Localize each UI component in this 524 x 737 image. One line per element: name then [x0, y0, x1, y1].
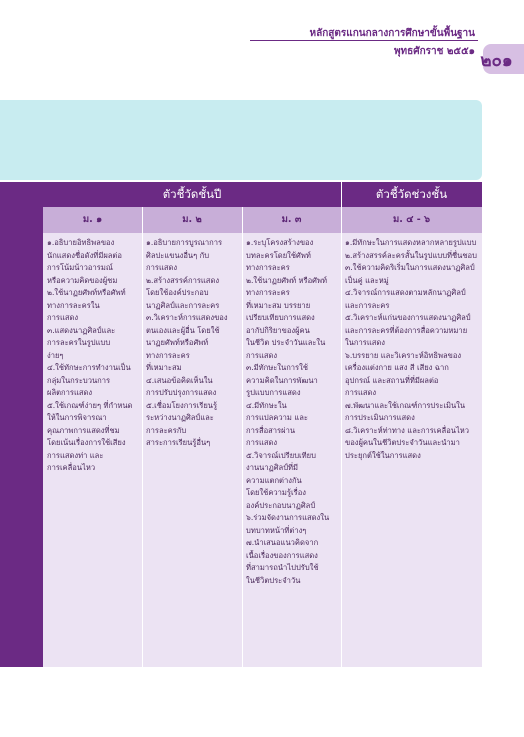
indicator-line: คุณภาพการแสดงที่ชม: [47, 425, 120, 435]
page-number: ๒๐๑: [480, 51, 513, 71]
indicator-line: เครื่องแต่งกาย แสง สี เสียง ฉาก: [345, 363, 449, 372]
indicator-line: สาระการเรียนรู้อื่นๆ: [146, 438, 211, 447]
grade-divider-line: [142, 207, 143, 233]
indicator-line: การแสดง: [246, 350, 278, 360]
indicator-line: การละครกับ: [146, 425, 187, 435]
indicator-column-m1: [47, 237, 132, 475]
indicator-line: ในชีวิตประจำวัน: [246, 575, 301, 585]
table-grade-header-row: [43, 207, 482, 233]
indicator-line: ๔.วิจารณ์การแสดงตามหลักนาฏศิลป์: [345, 288, 466, 297]
indicator-line: ง่ายๆ: [47, 350, 64, 360]
indicator-line: ๘.วิเคราะห์ท่าทาง และการเคลื่อนไหว: [345, 425, 470, 435]
indicator-line: การประเมินการแสดง: [345, 413, 415, 422]
indicator-line: การแสดง: [345, 388, 377, 397]
indicator-line: ๔.ใช้ทักษะการทำงานเป็น: [47, 363, 131, 372]
indicator-line: ๓.วิเคราะห์การแสดงของ: [146, 313, 228, 322]
header-divider: [250, 40, 478, 41]
indicator-line: การแปลความ และ: [246, 413, 308, 422]
indicator-line: ๕.วิเคราะห์แก่นของการแสดงนาฏศิลป์: [345, 313, 471, 322]
indicator-line: ในชีวิต ประจำวันและใน: [246, 338, 326, 347]
indicator-line: ระหว่างนาฏศิลป์และ: [146, 413, 214, 422]
indicator-line: การเคลื่อนไหว: [47, 463, 96, 472]
indicator-line: การแสดง: [246, 438, 278, 447]
document-subtitle: พุทธศักราช ๒๕๕๑: [393, 46, 475, 57]
indicator-line: การละครในรูปแบบ: [47, 338, 111, 347]
indicator-line: ๕.วิจารณ์เปรียบเทียบ: [246, 450, 316, 460]
indicator-line: หรือความคิดของผู้ชม: [47, 275, 118, 285]
grade-header-m4-6: ม. ๔ - ๖: [393, 214, 430, 225]
indicator-column-m4-6: [345, 237, 477, 462]
grade-header-m1: ม. ๑: [82, 214, 103, 225]
indicator-line: งานนาฏศิลป์ที่มี: [246, 463, 299, 472]
indicator-line: ๒.สร้างสรรค์การแสดง: [146, 275, 220, 285]
indicator-line: ๑.อธิบายการบูรณาการ: [146, 238, 223, 247]
indicator-line: ทางการละคร: [246, 288, 290, 297]
indicator-line: ทางการละคร: [246, 263, 290, 272]
indicator-line: ๖.บรรยาย และวิเคราะห์อิทธิพลของ: [345, 350, 462, 360]
grade-header-m3: ม. ๓: [281, 214, 302, 225]
indicator-line: ผลิตการแสดง: [47, 388, 93, 397]
indicator-line: บทบาทหน้าที่ต่างๆ: [246, 525, 307, 535]
indicator-line: การแสดงท่า และ: [47, 450, 104, 460]
indicator-line: ๗.นำเสนอแนวคิดจาก: [246, 538, 319, 547]
indicator-column-m3: [246, 237, 329, 587]
column-divider-line: [242, 233, 243, 667]
indicator-line: ๑.อธิบายอิทธิพลของ: [47, 238, 115, 247]
indicator-line: การปรับปรุงการแสดง: [146, 388, 217, 397]
indicator-line: โดยใช้องค์ประกอบ: [146, 288, 209, 297]
group-header-level-indicators: ตัวชี้วัดช่วงชั้น: [375, 187, 448, 201]
indicator-line: อุปกรณ์ และสถานที่ที่มีผลต่อ: [345, 375, 439, 385]
indicator-line: นาฏยศัพท์หรือศัพท์: [146, 338, 209, 347]
grade-divider-line: [242, 207, 243, 233]
indicator-line: ที่สามารถนำไปปรับใช้: [246, 563, 319, 572]
indicator-line: ๓.แสดงนาฏศิลป์และ: [47, 325, 116, 335]
indicator-line: ๒.ใช้นาฏยศัพท์หรือศัพท์: [47, 288, 126, 297]
indicator-line: ๓.มีทักษะในการใช้: [246, 363, 308, 372]
document-title: หลักสูตรแกนกลางการศึกษาขั้นพื้นฐาน: [309, 28, 475, 39]
indicator-line: นาฏศิลป์และการละคร: [146, 300, 220, 310]
indicator-line: และการละคร: [345, 300, 390, 310]
indicator-line: และการละครที่ต้องการสื่อความหมาย: [345, 325, 468, 335]
indicator-line: ให้ในการพิจารณา: [47, 413, 107, 422]
indicator-line: ประยุกต์ใช้ในการแสดง: [345, 450, 421, 460]
indicator-line: ๑.ระบุโครงสร้างของ: [246, 238, 314, 247]
indicator-line: ๒.สร้างสรรค์ละครสั้นในรูปแบบที่ชื่นชอบ: [345, 250, 477, 260]
indicator-line: โดยเน้นเรื่องการใช้เสียง: [47, 438, 126, 447]
indicator-line: กลุ่มในกระบวนการ: [47, 375, 111, 385]
indicator-line: ๕.ใช้เกณฑ์ง่ายๆ ที่กำหนด: [47, 400, 133, 410]
indicator-line: บทละครโดยใช้ศัพท์: [246, 250, 311, 260]
indicator-line: การแสดง: [146, 263, 178, 272]
indicator-line: ๔.เสนอข้อคิดเห็นใน: [146, 375, 213, 385]
indicator-line: ในการแสดง: [345, 338, 386, 347]
indicator-line: การแสดง: [47, 313, 79, 322]
indicator-line: ทางการละคร: [146, 350, 190, 360]
column-divider-line: [142, 233, 143, 667]
indicator-line: เนื้อเรื่องของการแสดง: [246, 550, 318, 560]
indicator-line: ๔.มีทักษะใน: [246, 400, 287, 410]
indicator-column-m2: [146, 237, 228, 450]
indicator-line: รูปแบบการแสดง: [246, 388, 301, 397]
indicator-line: องค์ประกอบนาฏศิลป์: [246, 500, 316, 510]
indicator-line: ๖.ร่วมจัดงานการแสดงใน: [246, 513, 330, 522]
column-divider-line: [341, 233, 342, 667]
indicator-line: ๑.มีทักษะในการแสดงหลากหลายรูปแบบ: [345, 238, 477, 247]
left-sidebar-strip: [0, 182, 43, 667]
grade-divider-line: [341, 207, 342, 233]
grade-header-m2: ม. ๒: [182, 214, 202, 225]
indicator-line: ของผู้คนในชีวิตประจำวันและนำมา: [345, 438, 460, 447]
indicator-line: ความคิดในการพัฒนา: [246, 375, 318, 385]
indicator-line: การโน้มน้าวอารมณ์: [47, 263, 113, 272]
indicator-line: นักแสดงชื่อดังที่มีผลต่อ: [47, 250, 122, 260]
indicator-line: ตนเองและผู้อื่น โดยใช้: [146, 325, 220, 335]
indicator-line: ที่เหมาะสม: [146, 363, 182, 372]
group-header-grade-indicators: ตัวชี้วัดชั้นปี: [162, 187, 222, 201]
indicator-line: เปรียบเทียบการแสดง: [246, 313, 315, 322]
indicator-line: ๒.ใช้นาฏยศัพท์ หรือศัพท์: [246, 275, 328, 285]
indicator-line: ที่เหมาะสม บรรยาย: [246, 300, 311, 310]
indicator-line: ทางการละครใน: [47, 300, 100, 310]
indicator-line: โดยใช้ความรู้เรื่อง: [246, 488, 306, 497]
table-group-header-row: [43, 182, 482, 207]
indicator-line: ความแตกต่างกัน: [246, 475, 302, 485]
top-banner: [0, 100, 482, 180]
indicator-line: ๕.เชื่อมโยงการเรียนรู้: [146, 400, 218, 410]
indicator-line: ๗.พัฒนาและใช้เกณฑ์การประเมินใน: [345, 400, 466, 410]
indicator-line: อากัปกิริยาของผู้คน: [246, 325, 310, 335]
indicator-line: ศิลปะแขนงอื่นๆ กับ: [146, 250, 210, 260]
indicator-line: เป็นคู่ และหมู่: [345, 275, 389, 285]
indicator-line: การสื่อสารผ่าน: [246, 425, 296, 435]
header-divider-line: [341, 182, 342, 207]
indicator-line: ๓.ใช้ความคิดริเริ่มในการแสดงนาฏศิลป์: [345, 263, 475, 272]
